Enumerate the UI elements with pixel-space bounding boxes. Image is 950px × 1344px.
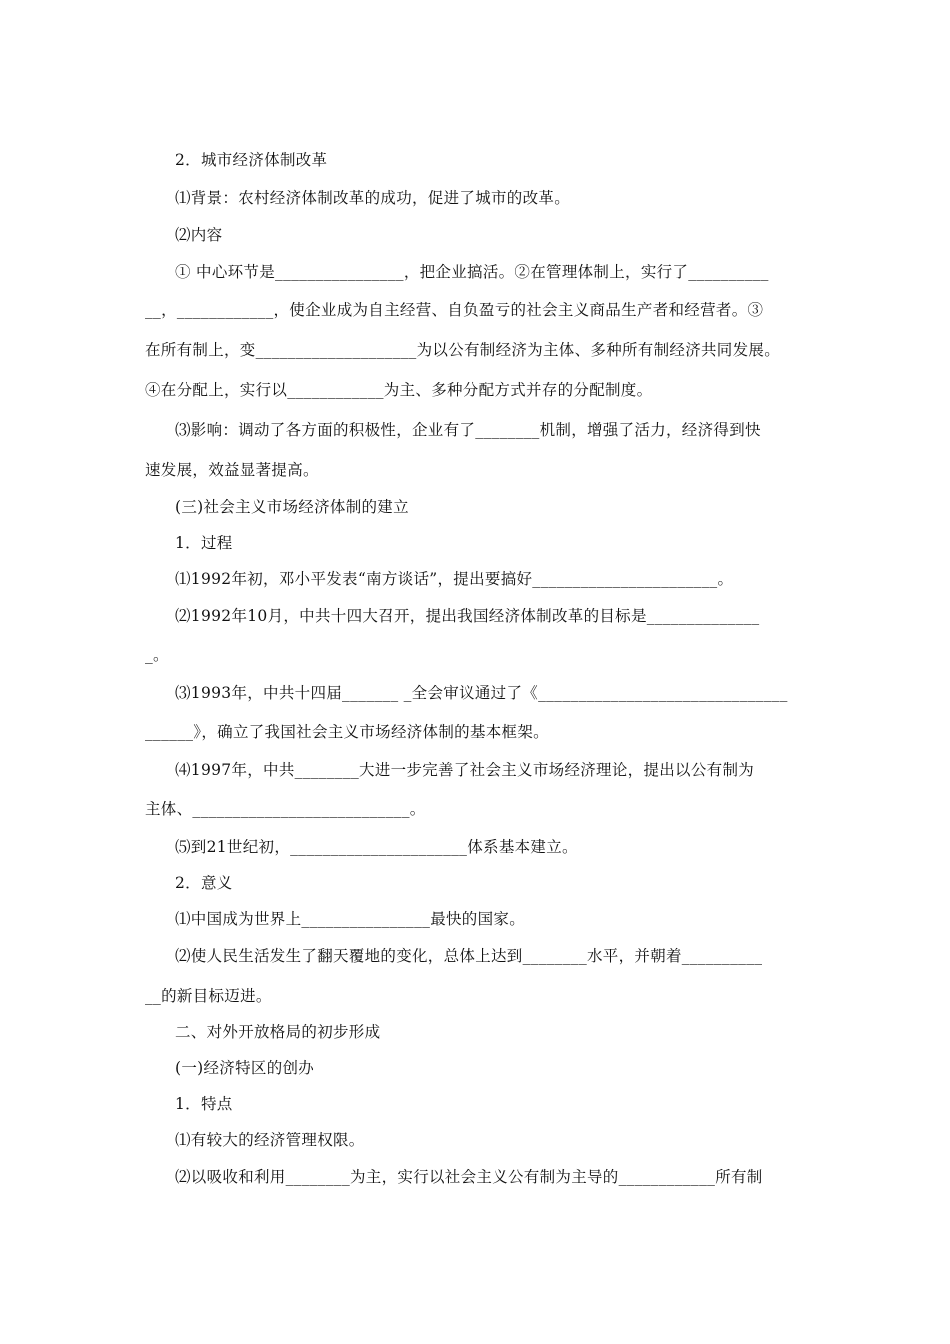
section-heading-opening-up: 二、对外开放格局的初步形成 — [175, 1023, 381, 1041]
influence-paragraph-line-1: ⑶影响：调动了各方面的积极性，企业有了________机制，增强了活力，经济得到快 — [175, 421, 761, 439]
significance-item-2-line-2: __的新目标迈进。 — [145, 987, 272, 1005]
process-item-4-line-2: 主体、___________________________。 — [145, 800, 426, 818]
content-paragraph-line-4: ④在分配上，实行以____________为主、多种分配方式并存的分配制度。 — [145, 381, 653, 399]
features-item-1: ⑴有较大的经济管理权限。 — [175, 1131, 365, 1149]
process-item-5: ⑸到21世纪初，______________________体系基本建立。 — [175, 838, 578, 856]
heading-urban-reform: 2．城市经济体制改革 — [175, 151, 328, 169]
process-item-3-line-1: ⑶1993年，中共十四届_______ _全会审议通过了《_______________________________ — [175, 684, 788, 702]
process-item-2-line-1: ⑵1992年10月，中共十四大召开，提出我国经济体制改革的目标是______________ — [175, 607, 760, 625]
process-item-3-line-2: ______》，确立了我国社会主义市场经济体制的基本框架。 — [145, 723, 549, 741]
significance-heading: 2．意义 — [175, 874, 233, 892]
content-heading: ⑵内容 — [175, 226, 223, 244]
process-heading: 1．过程 — [175, 534, 233, 552]
features-heading: 1．特点 — [175, 1095, 233, 1113]
background-paragraph: ⑴背景：农村经济体制改革的成功，促进了城市的改革。 — [175, 189, 571, 207]
features-item-2: ⑵以吸收和利用________为主，实行以社会主义公有制为主导的____________所有制 — [175, 1168, 763, 1186]
process-item-1: ⑴1992年初，邓小平发表“南方谈话”，提出要搞好_______________________。 — [175, 570, 734, 588]
significance-item-1: ⑴中国成为世界上________________最快的国家。 — [175, 910, 526, 928]
influence-paragraph-line-2: 速发展，效益显著提高。 — [145, 461, 319, 479]
process-item-4-line-1: ⑷1997年，中共________大进一步完善了社会主义市场经济理论，提出以公有制为 — [175, 761, 755, 779]
subsection-heading-special-zones: (一)经济特区的创办 — [175, 1059, 315, 1077]
process-item-2-line-2: _。 — [145, 646, 169, 664]
significance-item-2-line-1: ⑵使人民生活发生了翻天覆地的变化，总体上达到________水平，并朝着__________ — [175, 947, 763, 965]
content-paragraph-line-3: 在所有制上，变____________________为以公有制经济为主体、多种所有制经济共同发展。 — [145, 341, 781, 359]
content-paragraph-line-2: __，____________，使企业成为自主经营、自负盈亏的社会主义商品生产者和经营者。③ — [145, 301, 764, 319]
section-heading-market-economy: (三)社会主义市场经济体制的建立 — [175, 498, 409, 516]
content-paragraph-line-1: ① 中心环节是________________，把企业搞活。②在管理体制上，实行了__________ — [175, 263, 769, 281]
